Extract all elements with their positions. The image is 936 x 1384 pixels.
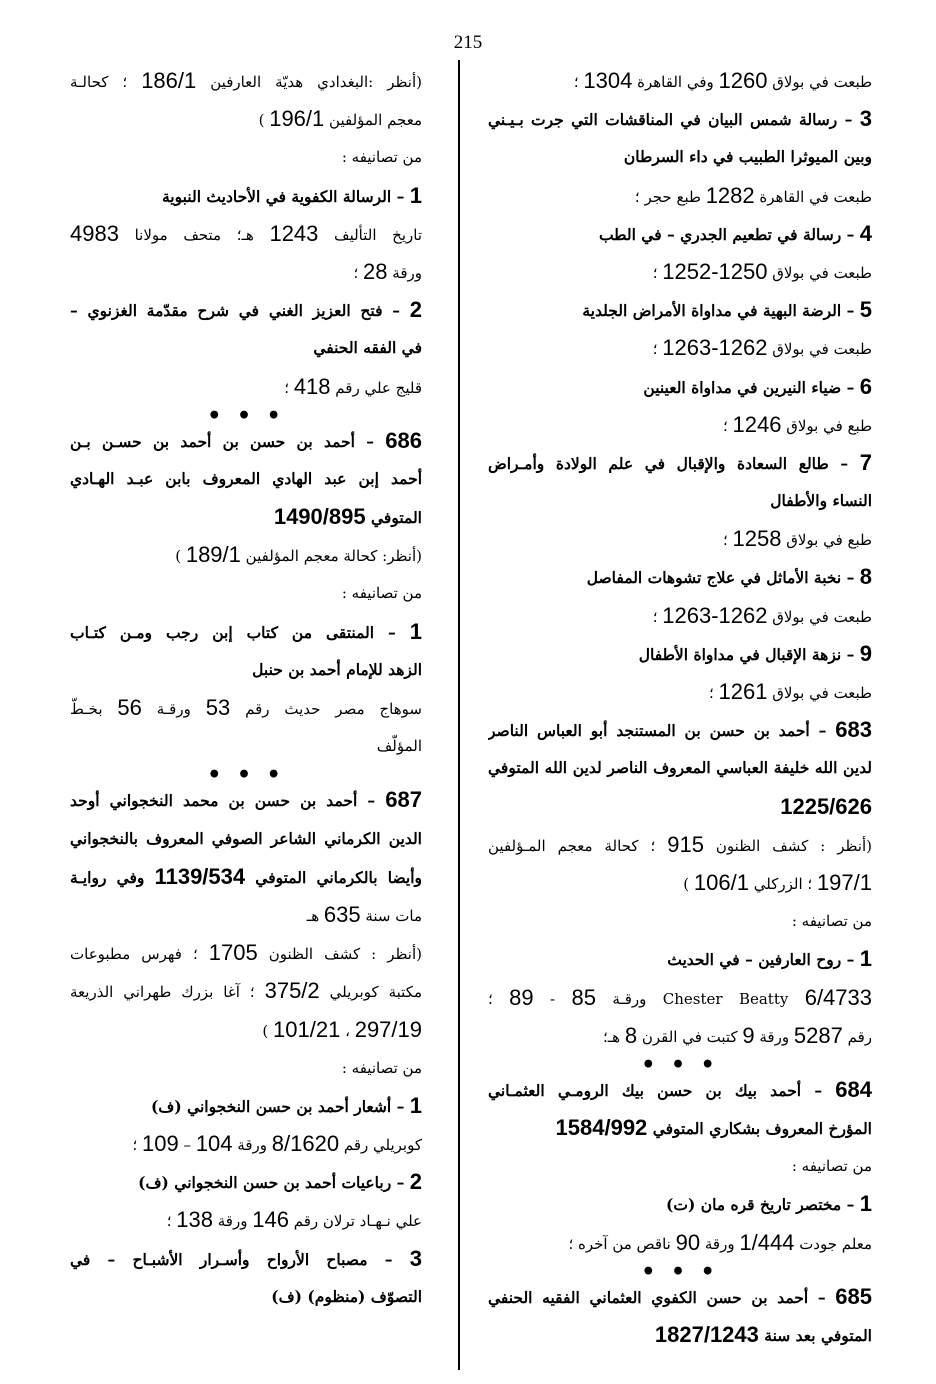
number: 8 — [859, 564, 872, 590]
number: 146 — [252, 1207, 289, 1233]
text-line: 2 – فتح العزيز الغني في شرح مقدّمة الغزنوي – — [70, 297, 422, 323]
text-line: (أنظر :البغدادي هديّة العارفين 186/1 ؛ كحالـة — [70, 68, 422, 93]
text-line: من تصانيفه : — [341, 584, 422, 603]
text-line: (أنظر: كحالة معجم المؤلفين 189/1 ) — [175, 542, 422, 568]
number: 1282 — [705, 182, 755, 208]
number: 53 — [205, 695, 231, 720]
text-line: طبعت في بولاق 1250-1252 ؛ — [652, 258, 872, 284]
number: 85 — [571, 984, 596, 1010]
text-line: في الفقه الحنفي — [313, 338, 422, 358]
text-line: المتوفي 1490/895 — [273, 504, 422, 530]
text-line: من تصانيفه : — [341, 148, 422, 167]
number: 1246 — [732, 411, 782, 437]
text-line: 2 – رباعيات أحمد بن حسن النخجواني (ف) — [138, 1169, 422, 1195]
text-line: من تصانيفه : — [341, 1058, 422, 1077]
number: 5287 — [793, 1022, 843, 1048]
left-column — [70, 62, 422, 1316]
number: 1262-1263 — [662, 335, 768, 361]
number: 686 — [385, 427, 422, 453]
section-separator: • • • — [641, 1261, 719, 1278]
number: 1250-1252 — [662, 258, 768, 284]
number: 1139/534 — [154, 863, 246, 889]
text-line: 9 – نزهة الإقبال في مداواة الأطفال — [638, 640, 872, 666]
number: 1 — [409, 182, 422, 208]
text-line: (أنظر : كشف الظنون 1705 ؛ فهرس مطبوعات — [70, 940, 422, 966]
number: 90 — [675, 1229, 701, 1255]
number: 189/1 — [185, 542, 241, 568]
text-line: النساء والأطفال — [770, 491, 872, 511]
number: 375/2 — [264, 978, 320, 1004]
number: 9 — [859, 640, 872, 666]
text-line: (أنظر : كشف الظنون 915 ؛ كحالة معجم المـؤلفين — [488, 831, 872, 857]
right-column — [488, 62, 872, 1354]
text-line: الدين الكرماني الشاعر الصوفي المعروف بالنخجواني — [70, 828, 422, 848]
number: 1584/992 — [555, 1115, 648, 1141]
text-line: ورقة 28 ؛ — [353, 258, 422, 284]
number: 685 — [835, 1283, 872, 1309]
text-line — [488, 788, 872, 826]
number: 418 — [293, 373, 331, 399]
number: 138 — [176, 1207, 213, 1233]
text-line: طبعت في القاهرة 1282 طبع حجر ؛ — [634, 182, 872, 208]
column-divider — [458, 60, 460, 1370]
number: 635 — [323, 901, 361, 927]
text-line: 297/19 ، 101/21 ) — [262, 1016, 422, 1042]
text-line: 4 – رسالة في تطعيم الجدري – في الطب — [598, 220, 872, 246]
text-line: وبين الميوثرا الطبيب في داء السرطان — [623, 147, 872, 167]
number: 89 — [509, 984, 534, 1010]
section-separator: • • • — [641, 1054, 719, 1071]
text-line: طبعت في بولاق 1262-1263 ؛ — [652, 602, 872, 628]
text-line: لدين الله خليفة العباسي المعروف الناصر لدين الله المتوفي — [488, 758, 872, 778]
number: 56 — [117, 695, 142, 720]
number: 684 — [835, 1076, 872, 1102]
text-line: من تصانيفه : — [791, 912, 872, 931]
number: 687 — [385, 787, 422, 813]
number: 915 — [667, 831, 704, 857]
text-line: معلم جودت 1/444 ورقة 90 ناقص من آخره ؛ — [568, 1229, 872, 1255]
number: 7 — [859, 449, 872, 475]
number: 1258 — [732, 526, 782, 552]
text-line: 684 – أحمد بيك بن حسن بيك الرومـي العثمـاني — [488, 1076, 872, 1102]
number: 2 — [409, 1169, 422, 1195]
text-line: 1 – أشعار أحمد بن حسن النخجواني (ف) — [150, 1092, 422, 1118]
text-line: طبع في بولاق 1258 ؛ — [722, 526, 872, 552]
text-line: 5 – الرضة البهية في مداواة الأمراض الجلدية — [582, 297, 872, 323]
text-line: مات سنة 635 هـ — [306, 901, 422, 927]
text-line: 7 – طالع السعادة والإقبال في علم الولادة وأمـراض — [488, 449, 872, 475]
number: 1243 — [269, 220, 319, 246]
number: 4983 — [70, 220, 119, 246]
number: 1490/895 — [273, 504, 366, 530]
section-separator: • • • — [207, 765, 285, 782]
number: 1 — [859, 1191, 872, 1217]
text-line: أحمد إبن عبد الهادي المعروف بابن عبـد الهـادي — [70, 468, 422, 488]
text-line: 686 – أحمد بن حسن بن أحمد بن حسـن بـن — [70, 427, 422, 453]
text-line: Chester Beatty 6/4733 ورقـة 85 - 89 ؛ — [488, 984, 872, 1010]
number: 1260 — [718, 68, 768, 93]
text-line: وأيضا بالكرماني المتوفي 1139/534 وفي روايـة — [70, 863, 422, 889]
text-line: علي نـهـاد ترلان رقم 146 ورقة 138 ؛ — [166, 1207, 422, 1233]
text-line: 1 – الرسالة الكفوية في الأحاديث النبوية — [162, 182, 422, 208]
number: 3 — [409, 1245, 422, 1271]
text-line: قليج علي رقم 418 ؛ — [284, 373, 422, 399]
text-line: كوبريلي رقم 8/1620 ورقة 104 – 109 ؛ — [132, 1131, 422, 1157]
text-line: 683 – أحمد بن حسن بن المستنجد أبو العباس الناصر — [488, 717, 872, 743]
text-line: 1 – المنتقى من كتاب إبن رجب ومـن كتـاب — [70, 618, 422, 644]
text-line: طبع في بولاق 1246 ؛ — [722, 411, 872, 437]
text-line: معجم المؤلفين 196/1 ) — [258, 106, 422, 132]
text-line: المؤلّف — [376, 737, 422, 756]
text-line: رقم 5287 ورقة 9 كتبت في القرن 8 هـ؛ — [602, 1022, 872, 1048]
number: 5 — [859, 297, 872, 323]
text-line: طبعت في بولاق 1262-1263 ؛ — [652, 335, 872, 361]
text-line: 3 – رسالة شمس البيان في المناقشات التي جرت بـيـني — [488, 106, 872, 132]
text-line: 1 – روح العارفين – في الحديث — [667, 946, 872, 972]
number: 683 — [835, 717, 872, 743]
number: 1262-1263 — [662, 602, 768, 628]
text-line: المتوفي بعد سنة 1827/1243 — [654, 1322, 872, 1347]
text-line: طبعت في بولاق 1260 وفي القاهرة 1304 ؛ — [573, 68, 872, 93]
number: 1 — [859, 946, 872, 972]
text-line: سوهاج مصر حديث رقم 53 ورقـة 56 بخـطّ — [70, 695, 422, 720]
number: 3 — [859, 106, 872, 132]
number: 106/1 — [693, 869, 749, 895]
text-line: 197/1 ؛ الزركلي 106/1 ) — [683, 869, 872, 895]
text-line: طبعت في بولاق 1261 ؛ — [708, 679, 872, 704]
number: 8 — [624, 1022, 638, 1048]
section-separator: • • • — [207, 405, 285, 422]
text-line: من تصانيفه : — [791, 1157, 872, 1176]
number: 1304 — [583, 68, 633, 93]
text-line: التصوّف (منظوم) (ف) — [271, 1286, 422, 1306]
number: 197/1 — [816, 869, 872, 895]
number: 109 — [142, 1131, 179, 1157]
text-line: 6 – ضياء النيرين في مداواة العينين — [643, 373, 872, 399]
number: 6/4733 — [804, 984, 872, 1010]
number: 2 — [409, 297, 422, 323]
number: 297/19 — [354, 1016, 422, 1042]
number: 4 — [859, 220, 872, 246]
text-line: 3 – مصباح الأرواح وأسـرار الأشبـاح – في — [70, 1245, 422, 1271]
number: 28 — [363, 258, 388, 284]
number: 104 — [195, 1131, 233, 1157]
text-line: تاريخ التأليف 1243 هـ؛ متحف مولانا 4983 — [70, 220, 422, 246]
number: 1261 — [718, 679, 768, 704]
number: 1/444 — [739, 1229, 795, 1255]
number: 101/21 — [273, 1016, 341, 1042]
number: 9 — [742, 1022, 755, 1048]
number: 186/1 — [141, 68, 197, 93]
number: 6 — [859, 373, 872, 399]
number: 1705 — [208, 940, 258, 966]
number: 1225/626 — [780, 793, 872, 819]
number: 196/1 — [269, 106, 325, 132]
number: 8/1620 — [271, 1131, 340, 1157]
text-line: 8 – نخبة الأماثل في علاج تشوهات المفاصل — [586, 564, 872, 590]
number: 1 — [409, 1092, 422, 1118]
text-line: 1 – مختصر تاريخ قره مان (ت) — [666, 1191, 872, 1217]
number: 1 — [409, 618, 422, 644]
page-number: 215 — [453, 32, 483, 53]
number: 1827/1243 — [654, 1322, 759, 1347]
text-line: المؤرخ المعروف بشكاري المتوفي 1584/992 — [555, 1115, 872, 1141]
text-line: الزهد للإمام أحمد بن حنبل — [252, 659, 422, 679]
text-line: مكتبة كوبريلي 375/2 ؛ آغا بزرك طهراني الذريعة — [70, 978, 422, 1004]
text-line: 685 – أحمد بن حسن الكفوي العثماني الفقيه الحنفي — [488, 1283, 872, 1309]
text-line: 687 – أحمد بن حسن بن محمد النخجواني أوحد — [70, 787, 422, 813]
